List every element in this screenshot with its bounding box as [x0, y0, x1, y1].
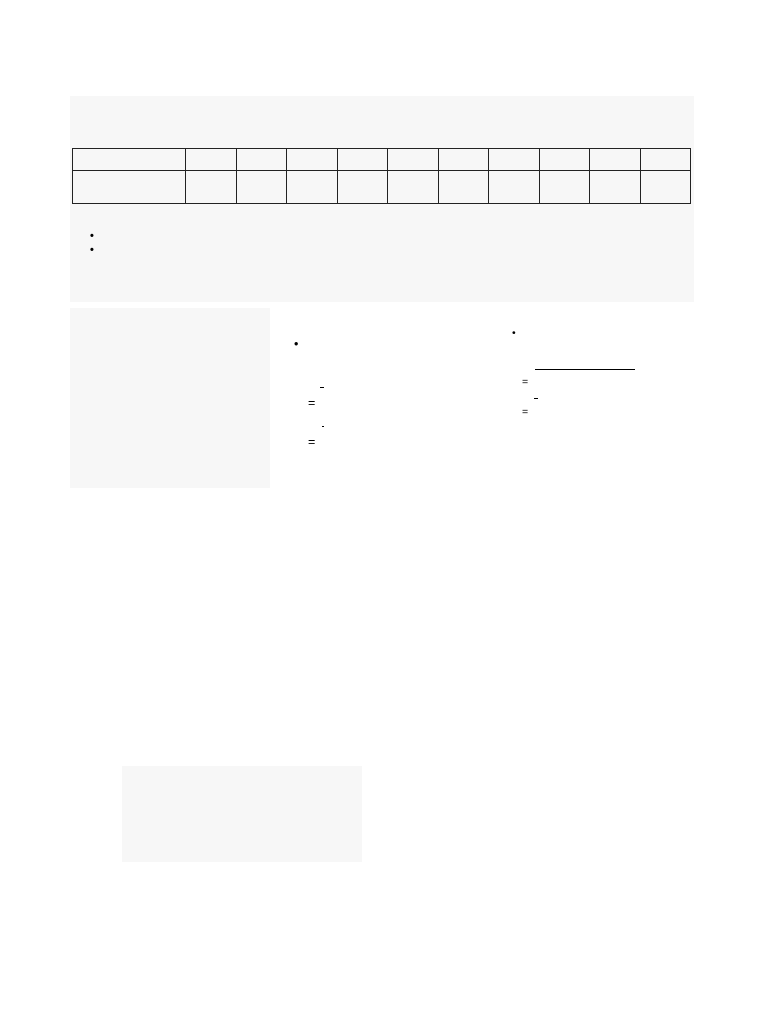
answer1-numerator [320, 387, 324, 388]
time-cell [539, 149, 590, 171]
time-cell [590, 149, 641, 171]
answer1-eq-sign: = [308, 396, 316, 410]
volume-cell [539, 171, 590, 204]
answer-average-rate: • [512, 327, 516, 339]
volume-cell [489, 171, 540, 204]
answer2-frac-num2 [535, 369, 635, 370]
volume-cell [186, 171, 237, 204]
question-b-item: • [90, 244, 94, 256]
time-cell [186, 149, 237, 171]
answer2-eq-sign: = [522, 376, 529, 388]
volume-cell [337, 171, 388, 204]
time-header [73, 149, 186, 171]
answer2-numerator [534, 398, 538, 399]
volume-cell [287, 171, 338, 204]
time-row [73, 149, 691, 171]
volume-cell [236, 171, 287, 204]
question-parts [72, 229, 692, 257]
time-cell [388, 149, 439, 171]
answer1-eq-sign: = [308, 435, 316, 449]
time-cell [287, 149, 338, 171]
ethane-structure [122, 936, 292, 1024]
time-cell [640, 149, 691, 171]
answer2-eq-sign: = [522, 406, 529, 418]
volume-cell [388, 171, 439, 204]
time-cell [489, 149, 540, 171]
answer-rate-90s: • [294, 337, 299, 351]
results-table [72, 148, 691, 204]
pentane-structure [122, 766, 362, 862]
volume-row [73, 171, 691, 204]
volume-cell [590, 171, 641, 204]
question-b-item: • [90, 230, 94, 242]
answer1-numerator-2 [322, 426, 324, 427]
volume-cell [438, 171, 489, 204]
time-cell [236, 149, 287, 171]
time-cell [438, 149, 489, 171]
volume-header [73, 171, 186, 204]
co2-volume-graph [70, 308, 275, 488]
volume-cell [640, 171, 691, 204]
time-cell [337, 149, 388, 171]
